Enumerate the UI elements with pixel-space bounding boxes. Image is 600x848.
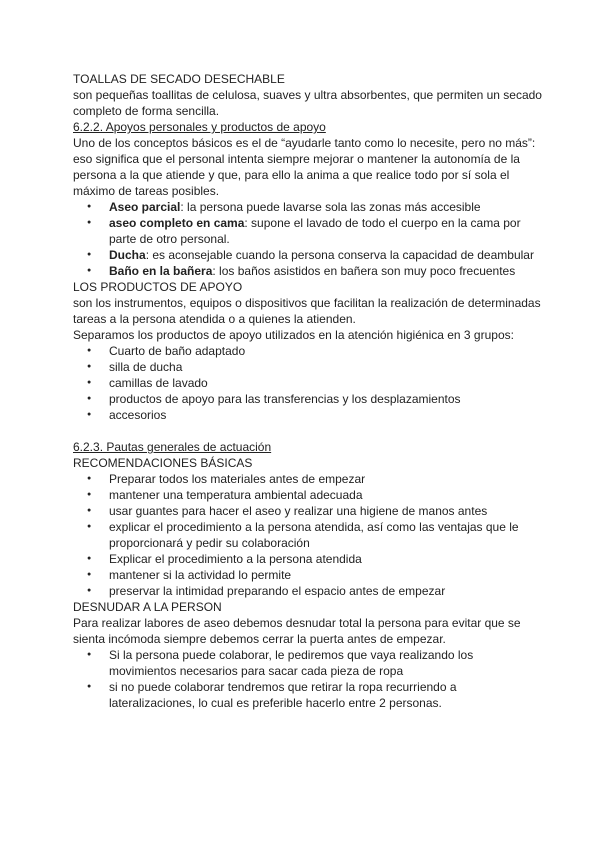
list-item: ● productos de apoyo para las transferencias y los desplazamientos — [73, 391, 543, 407]
desnudar-text: Para realizar labores de aseo debemos desnudar total la persona para evitar que se sienta incómoda siempre debemos cerrar la puerta antes de empezar. — [73, 616, 521, 646]
item-desc: : es aconsejable cuando la persona conserva la capacidad de deambular — [145, 248, 534, 262]
item-term: Aseo parcial — [109, 200, 181, 214]
list-item: ● explicar el procedimiento a la persona atendida, así como las ventajas que le proporcionará y pedir su colaboración — [73, 519, 543, 551]
toallas-heading: TOALLAS DE SECADO DESECHABLE — [73, 72, 285, 86]
list-item: ● mantener una temperatura ambiental adecuada — [73, 487, 543, 503]
item-desc: : la persona puede lavarse sola las zonas más accesible — [180, 200, 481, 214]
document-body — [73, 71, 543, 711]
item-term: Baño en la bañera — [109, 264, 213, 278]
list-item: ● Cuarto de baño adaptado — [73, 343, 543, 359]
list-item: ● mantener si la actividad lo permite — [73, 567, 543, 583]
list-item: ● usar guantes para hacer el aseo y realizar una higiene de manos antes — [73, 503, 543, 519]
apoyos-list — [73, 199, 543, 279]
blank-line — [73, 423, 543, 439]
list-item — [73, 199, 543, 215]
list-item — [73, 215, 543, 247]
list-item: ● silla de ducha — [73, 359, 543, 375]
item-desc: : los baños asistidos en bañera son muy poco frecuentes — [212, 264, 516, 278]
productos-heading: LOS PRODUCTOS DE APOYO — [73, 280, 243, 294]
item-term: aseo completo en cama — [109, 216, 245, 230]
toallas-text: son pequeñas toallitas de celulosa, suaves y ultra absorbentes, que permiten un secado completo de forma sencilla. — [73, 88, 542, 118]
list-item: ● Preparar todos los materiales antes de empezar — [73, 471, 543, 487]
list-item: ● Si la persona puede colaborar, le pediremos que vaya realizando los movimientos necesarios para sacar cada pieza de ropa — [73, 647, 543, 679]
item-desc: : supone el lavado de todo el cuerpo en la cama por parte de otro personal. — [109, 216, 521, 246]
item-term: Ducha — [109, 248, 146, 262]
list-item — [73, 263, 543, 279]
apoyos-heading[interactable]: 6.2.2. Apoyos personales y productos de apoyo — [73, 120, 326, 134]
pautas-heading[interactable]: 6.2.3. Pautas generales de actuación — [73, 440, 272, 454]
desnudar-heading: DESNUDAR A LA PERSON — [73, 600, 222, 614]
list-item — [73, 247, 543, 263]
list-item: ● preservar la intimidad preparando el espacio antes de empezar — [73, 583, 543, 599]
productos-list — [73, 343, 543, 423]
productos-text: son los instrumentos, equipos o dispositivos que facilitan la realización de determinadas tareas a la persona atendida o a quienes la atienden. — [73, 296, 541, 326]
list-item: ● si no puede colaborar tendremos que retirar la ropa recurriendo a lateralizaciones, lo cual es preferible hacerlo entre 2 personas. — [73, 679, 543, 711]
list-item: ● camillas de lavado — [73, 375, 543, 391]
apoyos-intro: Uno de los conceptos básicos es el de “ayudarle tanto como lo necesite, pero no más”: eso significa que el personal intenta siempre mejorar o mantener la autonomía de la persona a la que atiende y que, para ello la anima a que realice todo por sí sola el máximo de tareas posibles. — [73, 136, 536, 198]
list-item: ● Explicar el procedimiento a la persona atendida — [73, 551, 543, 567]
desnudar-list — [73, 647, 543, 711]
pautas-subheading: RECOMENDACIONES BÁSICAS — [73, 456, 253, 470]
productos-groups-intro: Separamos los productos de apoyo utilizados en la atención higiénica en 3 grupos: — [73, 328, 514, 342]
list-item: ● accesorios — [73, 407, 543, 423]
pautas-list — [73, 471, 543, 599]
